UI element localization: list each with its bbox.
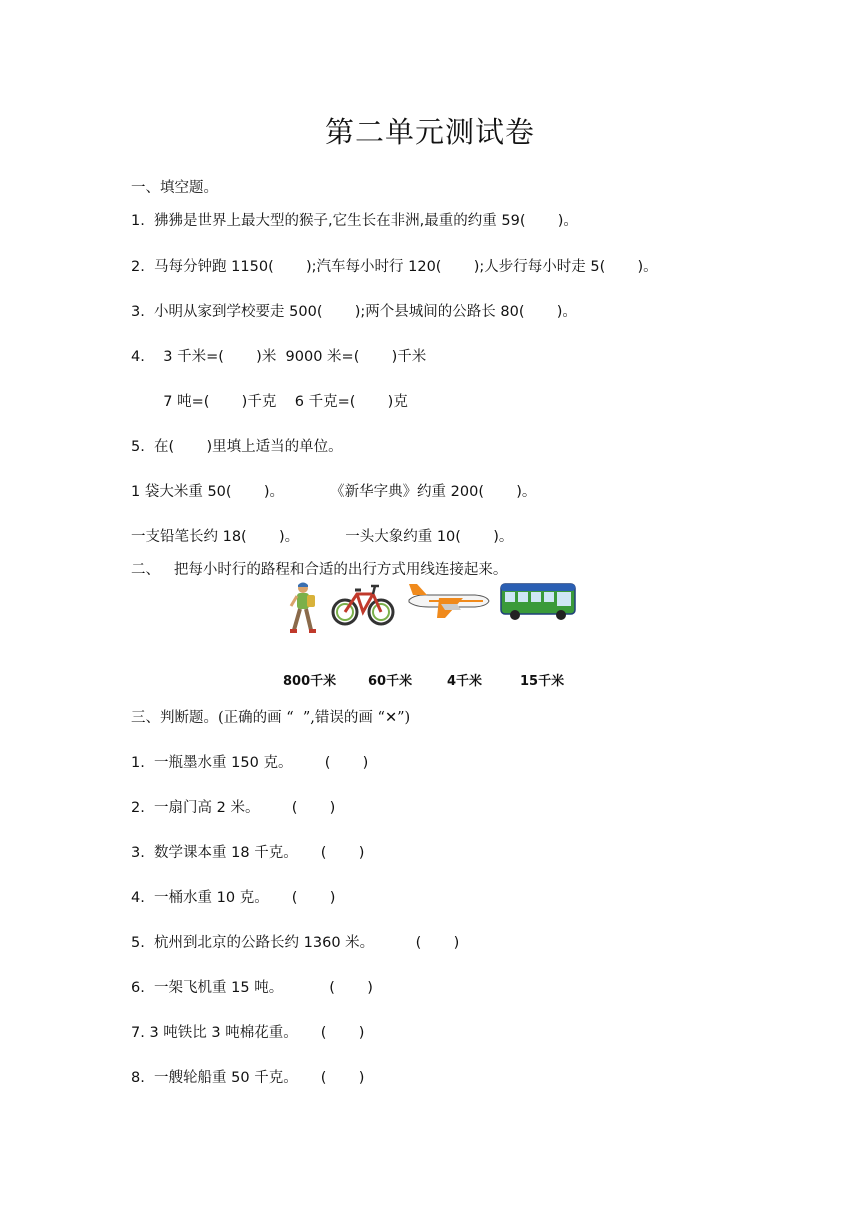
judge-item-6: 6. 一架飞机重 15 吨。 ( ) <box>131 980 373 996</box>
judge-item-1: 1. 一瓶墨水重 150 克。 ( ) <box>131 755 369 771</box>
distance-label: 800千米 <box>283 674 337 689</box>
walking-person-icon <box>283 580 323 638</box>
judge-item-8: 8. 一艘轮船重 50 千克。 ( ) <box>131 1070 365 1086</box>
section-1-heading: 一、填空题。 <box>131 180 218 196</box>
judge-item-3: 3. 数学课本重 18 千克。 ( ) <box>131 845 365 861</box>
question-1: 1. 狒狒是世界上最大型的猴子,它生长在非洲,最重的约重 59( )。 <box>131 213 578 229</box>
airplane-icon <box>405 580 491 622</box>
question-4a: 4. 3 千米=( )米 9000 米=( )千米 <box>131 349 427 365</box>
transport-images <box>283 580 583 640</box>
question-3: 3. 小明从家到学校要走 500( );两个县城间的公路长 80( )。 <box>131 304 577 320</box>
distance-label: 4千米 <box>447 674 483 689</box>
judge-item-5: 5. 杭州到北京的公路长约 1360 米。 ( ) <box>131 935 460 951</box>
judge-item-2: 2. 一扇门高 2 米。 ( ) <box>131 800 336 816</box>
section-2-heading: 二、 把每小时行的路程和合适的出行方式用线连接起来。 <box>131 562 508 578</box>
question-2: 2. 马每分钟跑 1150( );汽车每小时行 120( );人步行每小时走 5( )。 <box>131 259 658 275</box>
distance-labels <box>0 670 860 690</box>
bicycle-icon <box>331 580 397 630</box>
page-title: 第二单元测试卷 <box>324 115 535 149</box>
distance-label: 60千米 <box>368 674 413 689</box>
question-5b: 一支铅笔长约 18( )。 一头大象约重 10( )。 <box>131 529 514 545</box>
question-4b: 7 吨=( )千克 6 千克=( )克 <box>131 394 408 410</box>
judge-item-4: 4. 一桶水重 10 克。 ( ) <box>131 890 336 906</box>
section-3-heading: 三、判断题。(正确的画 “ ”,错误的画 “✕”) <box>131 710 411 726</box>
bus-icon <box>499 580 579 622</box>
question-5a: 1 袋大米重 50( )。 《新华字典》约重 200( )。 <box>131 484 537 500</box>
judge-item-7: 7. 3 吨铁比 3 吨棉花重。 ( ) <box>131 1025 365 1041</box>
distance-label: 15千米 <box>520 674 565 689</box>
question-5: 5. 在( )里填上适当的单位。 <box>131 439 343 455</box>
